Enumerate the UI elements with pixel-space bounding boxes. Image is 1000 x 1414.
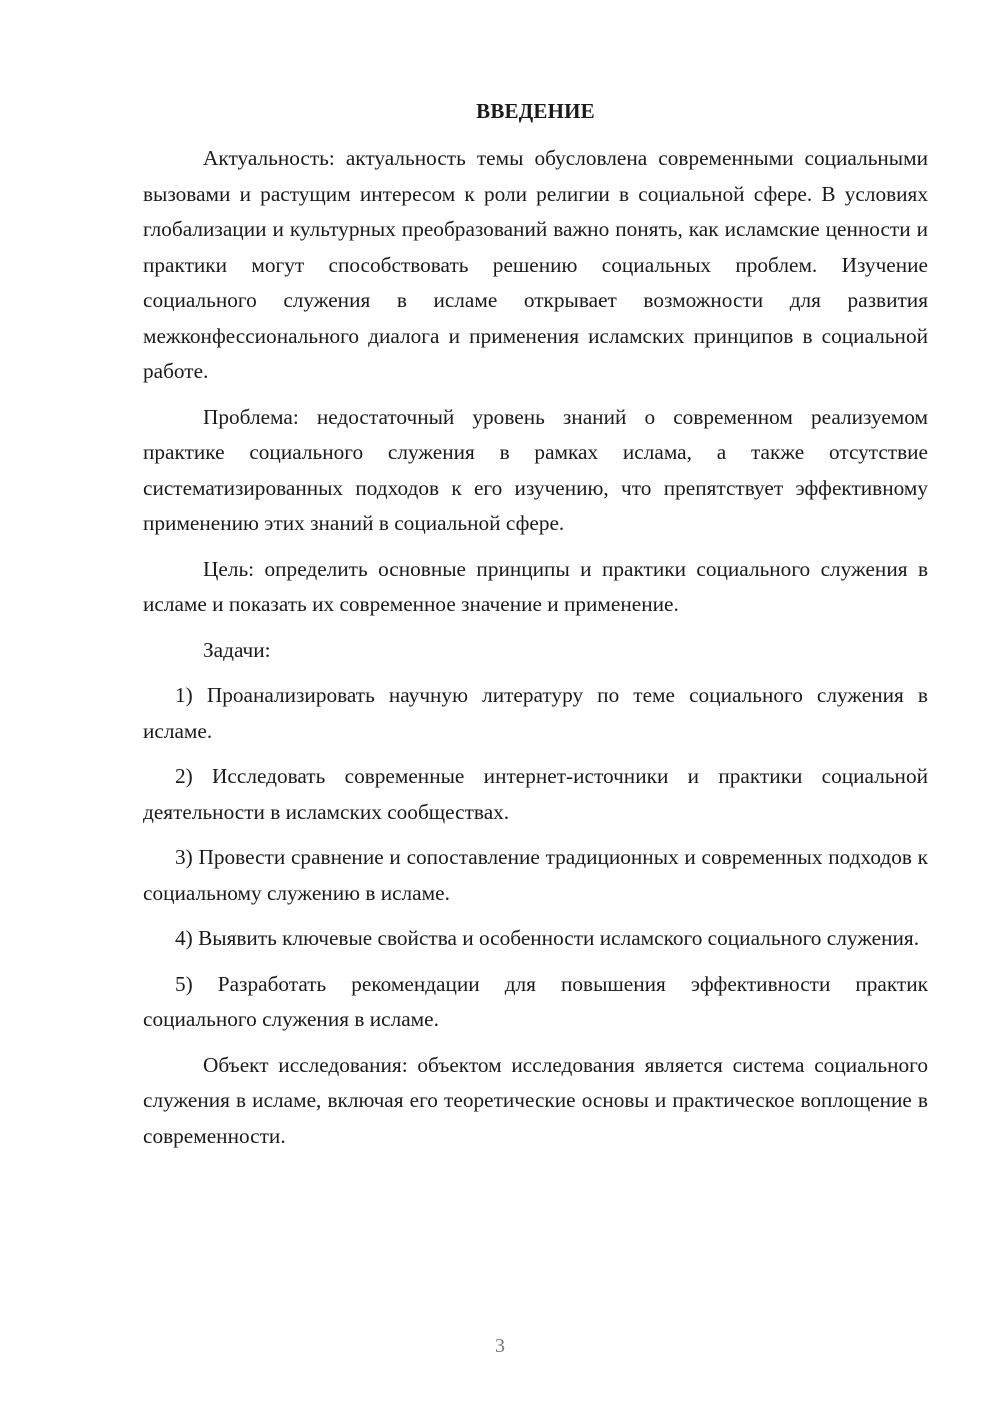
relevance-paragraph: Актуальность: актуальность темы обусловлена современными социальными вызовами и растущим интересом к роли религии в социальной сфере. В условиях глобализации и культурных преобразований важно понять, как исламские ценности и практики могут способствовать решению социальных проблем. Изучение социального служения в исламе открывает возможности для развития межконфессионального диалога и применения исламских принципов в социальной работе.	[143, 146, 928, 383]
task-item-5: 5) Разработать рекомендации для повышения эффективности практик социального служения в исламе.	[143, 971, 928, 1031]
task-item-3: 3) Провести сравнение и сопоставление традиционных и современных подходов к социальному служению в исламе.	[143, 845, 928, 905]
page-number: 3	[495, 1335, 505, 1357]
task-item-2: 2) Исследовать современные интернет-источники и практики социальной деятельности в исламских сообществах.	[143, 764, 928, 824]
problem-paragraph: Проблема: недостаточный уровень знаний о современном реализуемом практике социального служения в рамках ислама, а также отсутствие систематизированных подходов к его изучению, что препятствует эффективному применению этих знаний в социальной сфере.	[143, 404, 928, 535]
goal-paragraph: Цель: определить основные принципы и практики социального служения в исламе и показать их современное значение и применение.	[143, 556, 928, 616]
task-item-1: 1) Проанализировать научную литературу по теме социального служения в исламе.	[143, 683, 928, 743]
section-title: ВВЕДЕНИЕ	[476, 99, 595, 123]
tasks-heading: Задачи:	[203, 637, 271, 662]
object-paragraph: Объект исследования: объектом исследования является система социального служения в исламе, включая его теоретические основы и практическое воплощение в современности.	[143, 1052, 928, 1148]
body-text	[143, 141, 928, 1164]
task-item-4: 4) Выявить ключевые свойства и особенности исламского социального служения.	[175, 926, 920, 950]
